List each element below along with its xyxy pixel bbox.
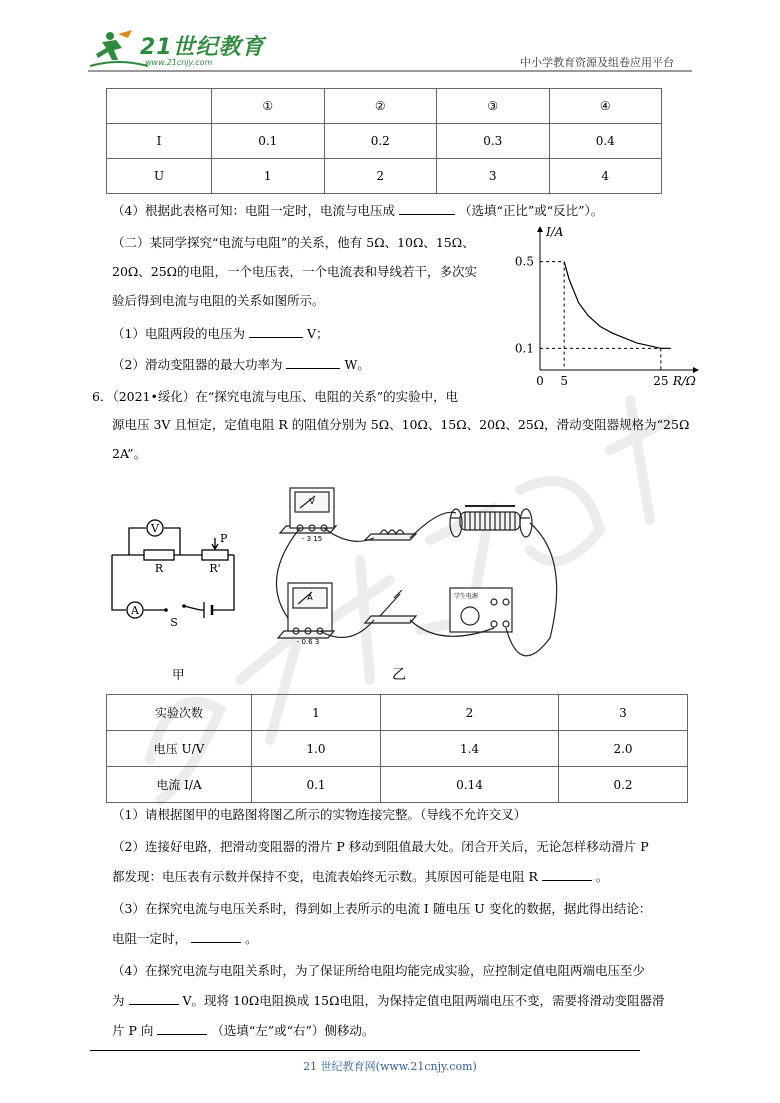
q-text: 为 bbox=[112, 993, 125, 1008]
q-text: 电阻一定时， bbox=[112, 931, 188, 946]
answer-blank[interactable] bbox=[249, 337, 303, 338]
apparatus-voltmeter-label: V bbox=[309, 497, 315, 506]
series-line bbox=[564, 262, 661, 349]
q-text: （1）电阻两段的电压为 bbox=[112, 326, 245, 341]
figure-caption-yi: 乙 bbox=[392, 667, 406, 683]
header-divider bbox=[88, 70, 692, 72]
table-header-cell: 2 bbox=[381, 695, 559, 731]
q-text: 。 bbox=[595, 869, 609, 884]
answer-blank[interactable] bbox=[191, 942, 241, 943]
q-text: V。现将 10Ω电阻换成 15Ω电阻，为保持定值电阻两端电压不变，需要将滑动变阻器滑 bbox=[182, 993, 665, 1008]
part2-q1 bbox=[112, 325, 328, 343]
table-header-cell: 实验次数 bbox=[107, 695, 252, 731]
table-cell: 2.0 bbox=[558, 731, 687, 767]
q6-line3: 2A”。 bbox=[112, 446, 147, 461]
y-axis-arrow bbox=[537, 226, 543, 232]
question-3-line1: （3）在探究电流与电压关系时，得到如上表所示的电流 I 随电压 U 变化的数据，据此得出结论： bbox=[112, 901, 652, 916]
x-axis-label: R/Ω bbox=[672, 374, 696, 388]
q-text: （选填“左”或“右”）侧移动。 bbox=[211, 1023, 375, 1038]
y-axis-label: I/A bbox=[546, 225, 564, 239]
table-cell: 1 bbox=[212, 159, 325, 194]
q6-line1: 6．（2021•绥化）在“探究电流与电压、电阻的关系”的实验中，电 bbox=[92, 389, 459, 404]
q6-line2: 源电压 3V 且恒定，定值电阻 R 的阻值分别为 5Ω、10Ω、15Ω、20Ω、25Ω，滑动变阻器规格为“25Ω bbox=[112, 417, 690, 432]
question-2-line2 bbox=[112, 868, 608, 886]
switch-label: S bbox=[170, 616, 178, 629]
question-4-line3 bbox=[112, 1022, 374, 1040]
q-text: （4）根据此表格可知：电阻一定时，电流与电压成 bbox=[112, 203, 395, 218]
table-cell: 4 bbox=[549, 159, 662, 194]
table-row bbox=[107, 159, 662, 194]
table-iu bbox=[106, 88, 662, 194]
table-cell: 0.2 bbox=[324, 124, 437, 159]
logo-text: 21世纪教育 bbox=[140, 35, 265, 60]
slider-label: P bbox=[220, 532, 228, 545]
q-text: （2）滑动变阻器的最大功率为 bbox=[112, 357, 283, 372]
table-cell: 电流 I/A bbox=[107, 767, 252, 803]
logo-url: www.21cnjy.com bbox=[145, 58, 213, 67]
footer-divider bbox=[90, 1050, 640, 1051]
q-text: V； bbox=[306, 326, 329, 341]
table-cell: I bbox=[107, 124, 212, 159]
x-tick-label: 25 bbox=[653, 374, 669, 388]
table-header-cell: ② bbox=[324, 89, 437, 124]
power-supply-label: 学生电源 bbox=[453, 593, 479, 600]
table-cell: 1.0 bbox=[252, 731, 381, 767]
table-row bbox=[107, 731, 688, 767]
voltmeter-terminals: - 3 15 bbox=[301, 535, 323, 543]
voltmeter-label: V bbox=[151, 522, 159, 535]
part2-line2: 20Ω、25Ω的电阻，一个电压表，一个电流表和导线若干，多次实 bbox=[112, 264, 478, 279]
table-header-cell bbox=[107, 89, 212, 124]
answer-blank[interactable] bbox=[286, 368, 340, 369]
table-cell: 2 bbox=[324, 159, 437, 194]
table-row bbox=[107, 124, 662, 159]
x-tick-label: 5 bbox=[560, 374, 568, 388]
footer-text: 21 世纪教育网(www.21cnjy.com) bbox=[303, 1060, 477, 1073]
table-row bbox=[107, 767, 688, 803]
q-text: （选填“正比”或“反比”）。 bbox=[458, 203, 604, 218]
table-cell: 0.2 bbox=[558, 767, 687, 803]
table-cell: 0.14 bbox=[381, 767, 559, 803]
apparatus-figure bbox=[270, 478, 560, 668]
answer-blank[interactable] bbox=[542, 880, 592, 881]
rheostat-label: R' bbox=[209, 562, 221, 575]
table-header-cell: ③ bbox=[437, 89, 550, 124]
table-header-cell: ① bbox=[212, 89, 325, 124]
y-tick-label: 0.5 bbox=[514, 254, 534, 269]
question-4-line2 bbox=[112, 992, 665, 1010]
answer-blank[interactable] bbox=[129, 1004, 179, 1005]
ammeter-label: A bbox=[131, 604, 139, 617]
table-cell: 0.3 bbox=[437, 124, 550, 159]
figure-caption-jia: 甲 bbox=[172, 667, 185, 682]
q-text: W。 bbox=[344, 357, 370, 372]
question-4-line1: （4）在探究电流与电阻关系时，为了保证所给电阻均能完成实验，应控制定值电阻两端电压至少 bbox=[112, 963, 645, 978]
table-cell: U bbox=[107, 159, 212, 194]
question-3-line2 bbox=[112, 930, 258, 948]
circuit-diagram bbox=[104, 510, 254, 630]
current-resistance-chart bbox=[500, 225, 700, 390]
question-2-line1: （2）连接好电路，把滑动变阻器的滑片 P 移动到阻值最大处。闭合开关后，无论怎样移动滑片 P bbox=[112, 839, 649, 854]
y-tick-label: 0.1 bbox=[514, 341, 534, 356]
part1-q4 bbox=[112, 202, 603, 220]
x-axis-arrow bbox=[693, 367, 699, 373]
q-text: 都发现：电压表有示数并保持不变，电流表始终无示数。其原因可能是电阻 R bbox=[112, 869, 538, 884]
answer-blank[interactable] bbox=[157, 1034, 207, 1035]
table-cell: 电压 U/V bbox=[107, 731, 252, 767]
table-header-cell: 1 bbox=[252, 695, 381, 731]
apparatus-ammeter-label: A bbox=[307, 593, 313, 602]
x-tick-label: 0 bbox=[536, 374, 544, 388]
table-header-cell: 3 bbox=[558, 695, 687, 731]
part2-q2 bbox=[112, 356, 370, 374]
answer-blank[interactable] bbox=[399, 214, 455, 215]
table-cell: 3 bbox=[437, 159, 550, 194]
part2-line3: 验后得到电流与电阻的关系如图所示。 bbox=[112, 293, 325, 308]
table-cell: 1.4 bbox=[381, 731, 559, 767]
q-text: 片 P 向 bbox=[112, 1023, 154, 1038]
question-1: （1）请根据图甲的电路图将图乙所示的实物连接完整。（导线不允许交叉） bbox=[112, 807, 527, 822]
part2-line1: （二）某同学探究“电流与电阻”的关系，他有 5Ω、10Ω、15Ω、 bbox=[112, 235, 475, 250]
table-cell: 0.4 bbox=[549, 124, 662, 159]
table-cell: 0.1 bbox=[252, 767, 381, 803]
resistor-label: R bbox=[154, 562, 164, 575]
ammeter-terminals: - 0.6 3 bbox=[296, 638, 320, 646]
table-cell: 0.1 bbox=[212, 124, 325, 159]
table-header-cell: ④ bbox=[549, 89, 662, 124]
table-experiment bbox=[106, 694, 688, 803]
q-text: 。 bbox=[244, 931, 258, 946]
header-platform-text: 中小学教育资源及组卷应用平台 bbox=[520, 56, 674, 69]
